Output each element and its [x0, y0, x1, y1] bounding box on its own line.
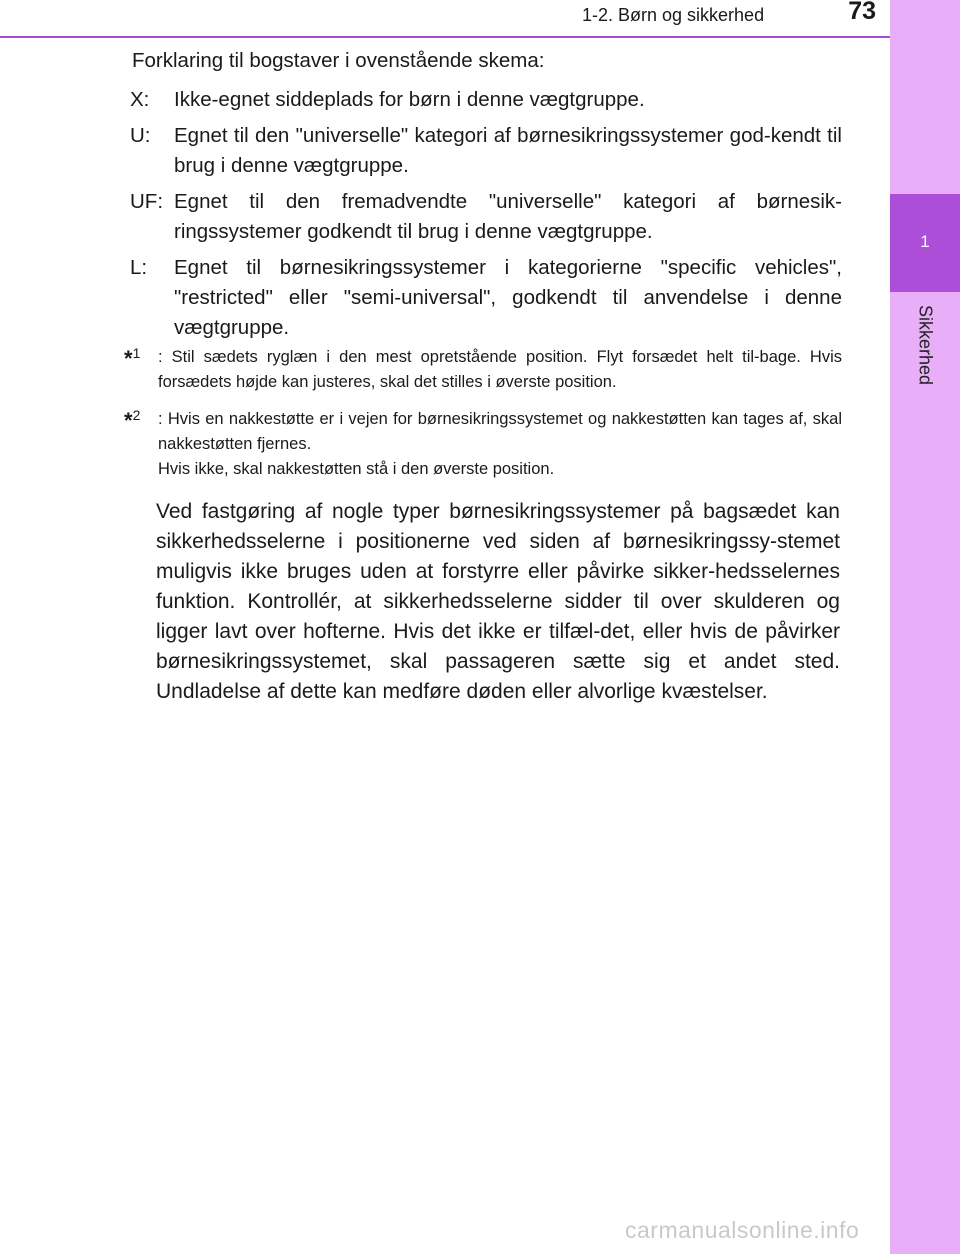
definition-key: UF:: [130, 190, 164, 213]
section-title: 1-2. Børn og sikkerhed: [582, 5, 765, 25]
definition-item: [130, 85, 842, 115]
definition-text: Ikke-egnet siddeplads for børn i denne vægtgruppe.: [174, 88, 645, 111]
footnote-list: [124, 345, 842, 494]
definition-list: [130, 85, 842, 349]
definition-key: L:: [130, 256, 148, 279]
footnote-2: [124, 407, 842, 482]
definition-text: Egnet til børnesikringssystemer i kategorierne "specific vehicles", "restricted" eller "semi-universal", godkendt til anvendelse i denne vægtgruppe.: [174, 256, 842, 339]
footnote-1: [124, 345, 842, 395]
definition-key: U:: [130, 124, 151, 147]
header-rule: [0, 36, 890, 38]
footnote-text: : Hvis en nakkestøtte er i vejen for børnesikringssystemet og nakkestøtten kan tages af, skal nakkestøtten fjernes. Hvis ikke, skal nakkestøtten stå i den øverste position.: [158, 410, 842, 478]
footnote-marker: *$^2$: [124, 407, 141, 433]
legend-intro: Forklaring til bogstaver i ovenstående skema:: [132, 49, 545, 72]
safety-paragraph: Ved fastgøring af nogle typer børnesikringssystemer på bagsædet kan sikkerhedsselerne i positionerne ved siden af børnesikringssy-stemet muligvis ikke bruges uden at forstyrre eller påvirke sikker-hedsselernes funktion. Kontrollér, at sikkerhedsselerne sidder til over skulderen og ligger lavt over hofterne. Hvis det ikke er tilfæl-det, eller hvis de påvirker børnesikringssystemet, skal passageren sætte sig et andet sted. Undladelse af dette kan medføre døden eller alvorlige kvæstelser.: [156, 500, 840, 703]
chapter-number: 1: [920, 232, 930, 251]
page-number: 73: [848, 0, 876, 25]
definition-item: [130, 253, 842, 343]
footnote-text: : Stil sædets ryglæn i den mest opretstående position. Flyt forsædet helt til-bage. Hvis forsædets højde kan justeres, skal det stilles i øverste position.: [158, 348, 842, 391]
definition-item: [130, 187, 842, 247]
footnote-marker: *$^1$: [124, 345, 141, 371]
definition-key: X:: [130, 88, 150, 111]
chapter-label: Sikkerhed: [915, 304, 936, 386]
watermark: carmanualsonline.info: [625, 1217, 860, 1243]
definition-text: Egnet til den "universelle" kategori af børnesikringssystemer god-kendt til brug i denne vægtgruppe.: [174, 124, 842, 177]
chapter-side-strip: [890, 0, 960, 1254]
definition-text: Egnet til den fremadvendte "universelle" kategori af børnesik-ringssystemer godkendt til brug i denne vægtgruppe.: [174, 190, 842, 243]
definition-item: [130, 121, 842, 181]
